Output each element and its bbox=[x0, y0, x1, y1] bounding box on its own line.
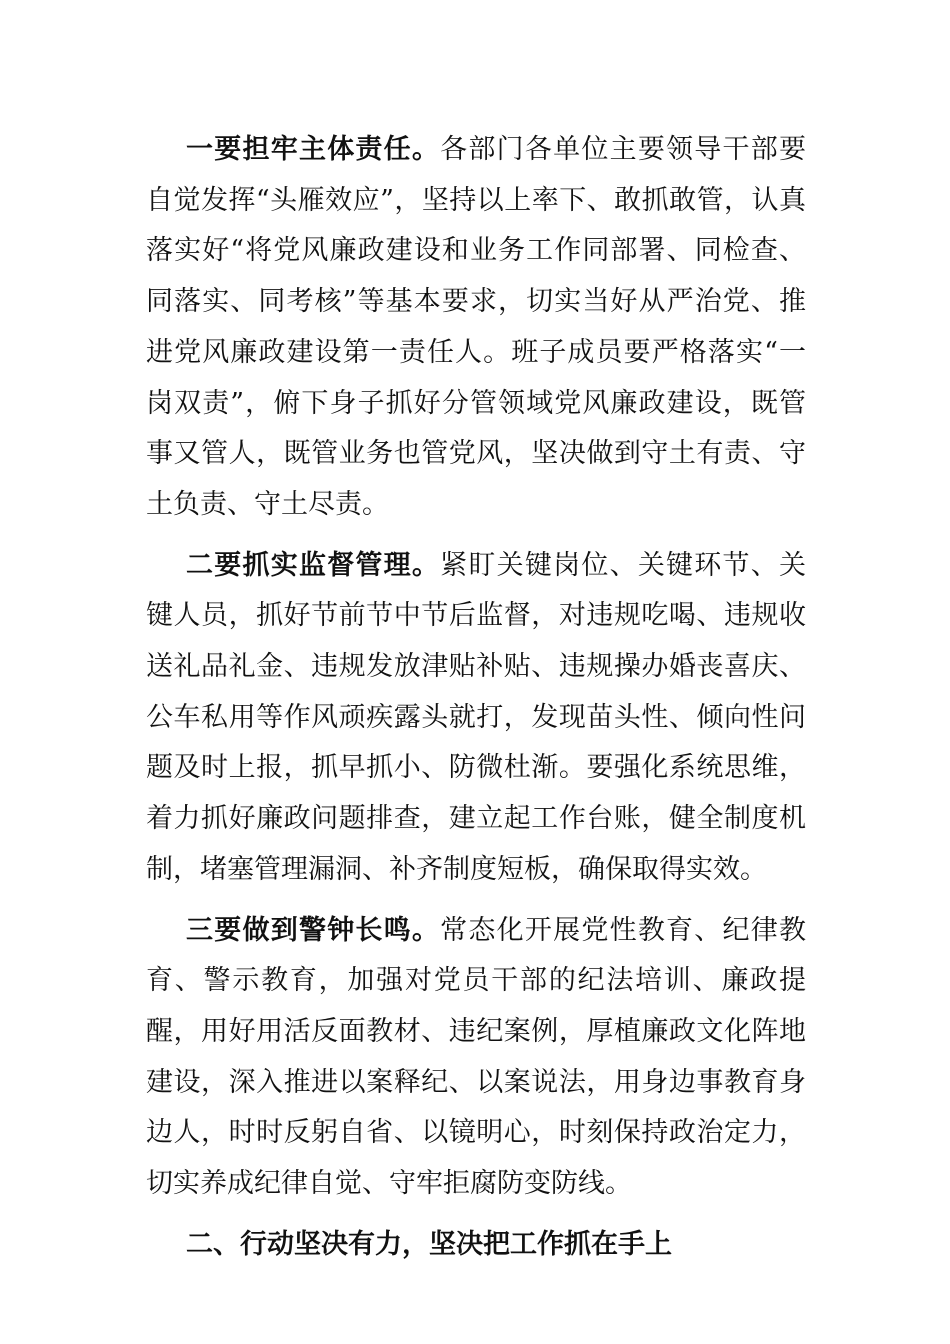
paragraph-1-lead: 一要担牢主体责任。 bbox=[186, 134, 441, 165]
paragraph-2-text: 紧盯关键岗位、关键环节、关键人员，抓好节前节中节后监督，对违规吃喝、违规收送礼品礼金、违规发放津贴补贴、违规操办婚丧喜庆、公车私用等作风顽疾露头就打，发现苗头性、倾向性问题及时上报，抓早抓小、防微杜渐。要强化系统思维，着力抓好廉政问题排查，建立起工作台账，健全制度机制，堵塞管理漏洞、补齐制度短板，确保取得实效。 bbox=[146, 549, 807, 885]
paragraph-1 bbox=[146, 125, 806, 531]
document-body bbox=[146, 125, 806, 1270]
paragraph-3 bbox=[146, 906, 806, 1210]
paragraph-3-text: 常态化开展党性教育、纪律教育、警示教育，加强对党员干部的纪法培训、廉政提醒，用好用活反面教材、违纪案例，厚植廉政文化阵地建设，深入推进以案释纪、以案说法，用身边事教育身边人，时时反躬自省、以镜明心，时刻保持政治定力，切实养成纪律自觉、守牢拒腐防变防线。 bbox=[146, 914, 807, 1200]
section-heading: 二、行动坚决有力，坚决把工作抓在手上 bbox=[186, 1228, 672, 1260]
paragraph-2-lead: 二要抓实监督管理。 bbox=[186, 549, 441, 581]
paragraph-1-text: 各部门各单位主要领导干部要自觉发挥“头雁效应”，坚持以上率下、敢抓敢管，认真落实好“将党风廉政建设和业务工作同部署、同检查、同落实、同考核”等基本要求，切实当好从严治党、推进党风廉政建设第一责任人。班子成员要严格落实“一岗双责”，俯下身子抓好分管领域党风廉政建设，既管事又管人，既管业务也管党风，坚决做到守土有责、守土负责、守土尽责。 bbox=[146, 134, 807, 520]
paragraph-3-lead: 三要做到警钟长鸣。 bbox=[186, 914, 441, 946]
paragraph-2 bbox=[146, 541, 806, 896]
